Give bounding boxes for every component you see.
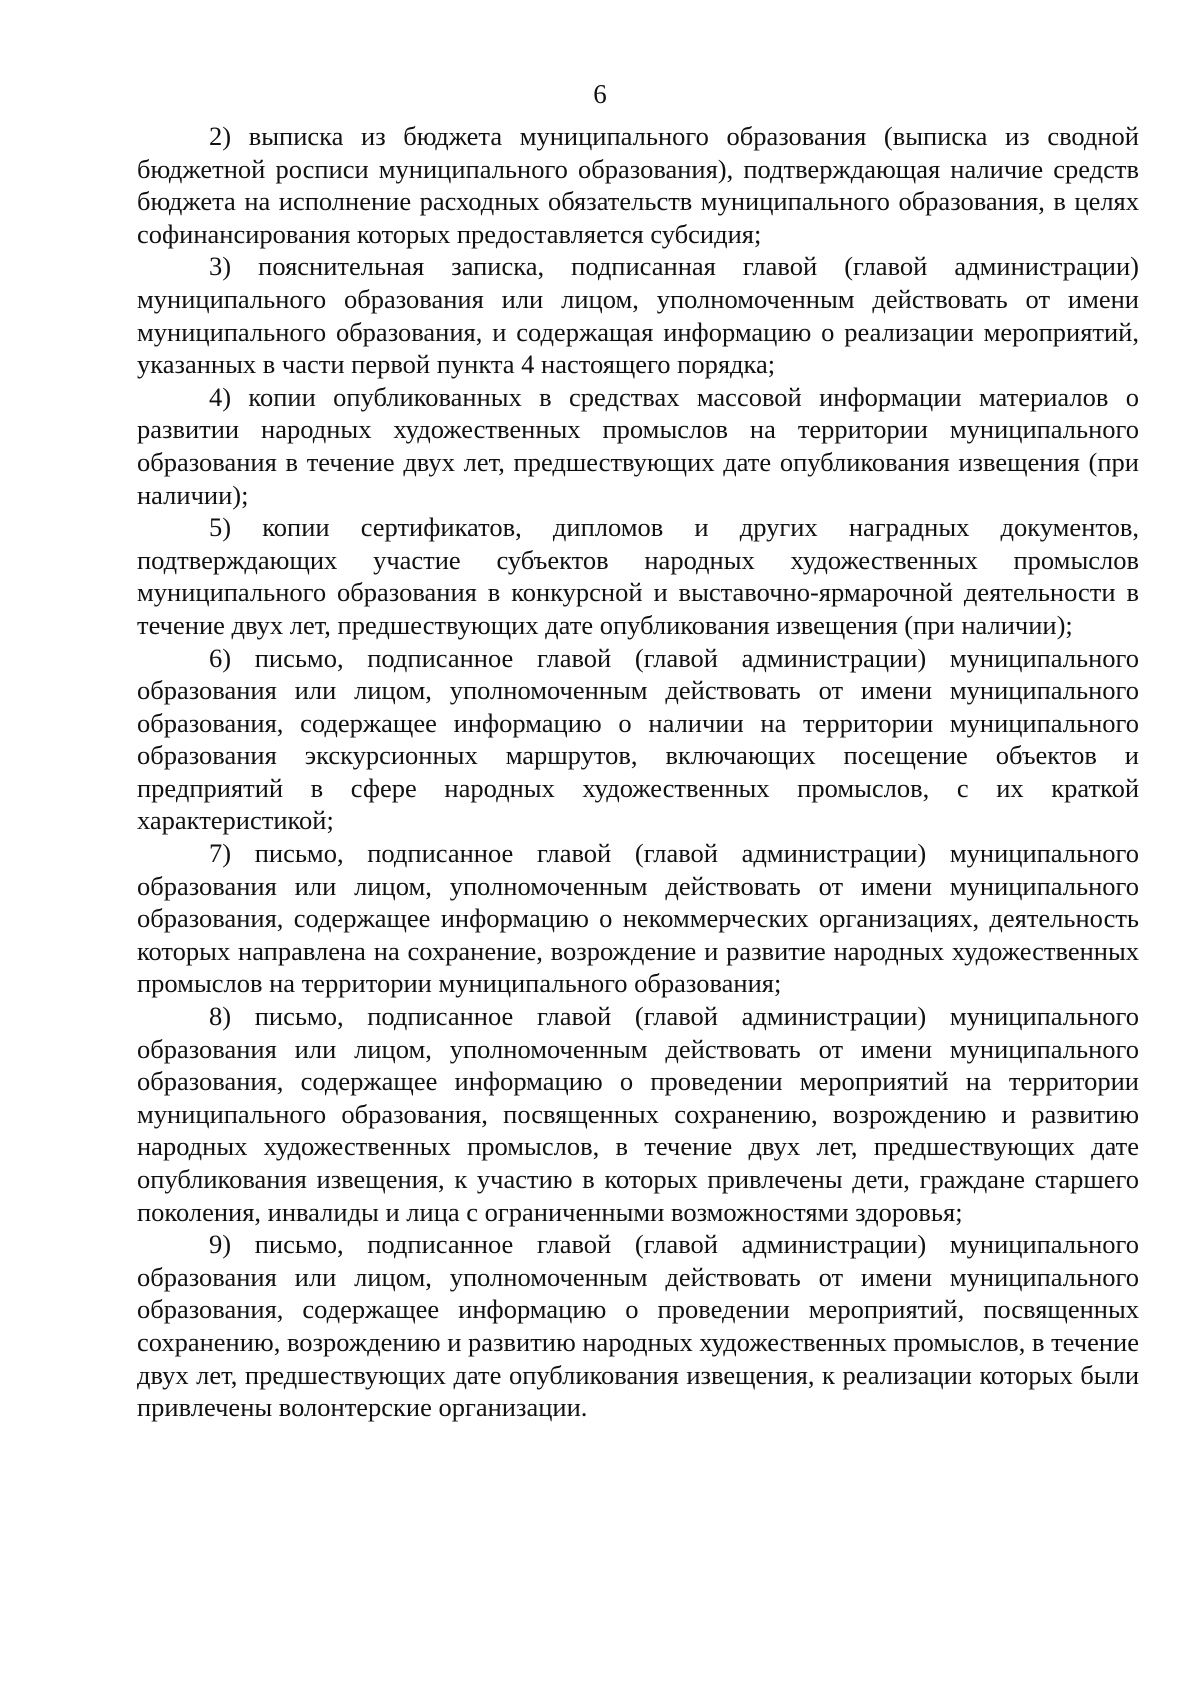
list-item-3: 3) пояснительная записка, подписанная главой (главой администрации) муниципального образования или лицом, уполномоченным действовать от имени муниципального образования, и содержащая информацию о реализации мероприятий, указанных в части первой пункта 4 настоящего порядка; <box>137 251 1139 380</box>
list-item-6: 6) письмо, подписанное главой (главой администрации) муниципального образования или лицом, уполномоченным действовать от имени муниципального образования, содержащее информацию о наличии на территории муниципального образования экскурсионных маршрутов, включающих посещение объектов и предприятий в сфере народных художественных промыслов, с их краткой характеристикой; <box>137 642 1139 836</box>
page-number: 6 <box>593 79 607 109</box>
list-item-4: 4) копии опубликованных в средствах массовой информации материалов о развитии народных художественных промыслов на территории муниципального образования в течение двух лет, предшествующих дате опубликования извещения (при наличии); <box>137 381 1139 510</box>
list-item-8: 8) письмо, подписанное главой (главой администрации) муниципального образования или лицом, уполномоченным действовать от имени муниципального образования, содержащее информацию о проведении мероприятий на территории муниципального образования, посвященных сохранению, возрождению и развитию народных художественных промыслов, в течение двух лет, предшествующих дате опубликования извещения, к участию в которых привлечены дети, граждане старшего поколения, инвалиды и лица с ограниченными возможностями здоровья; <box>137 1001 1139 1227</box>
list-item-9: 9) письмо, подписанное главой (главой администрации) муниципального образования или лицом, уполномоченным действовать от имени муниципального образования, содержащее информацию о проведении мероприятий, посвященных сохранению, возрождению и развитию народных художественных промыслов, в течение двух лет, предшествующих дате опубликования извещения, к реализации которых были привлечены волонтерские организации. <box>137 1229 1139 1423</box>
list-item-5: 5) копии сертификатов, дипломов и других наградных документов, подтверждающих участие субъектов народных художественных промыслов муниципального образования в конкурсной и выставочно-ярмарочной деятельности в течение двух лет, предшествующих дате опубликования извещения (при наличии); <box>137 512 1139 640</box>
list-item-2: 2) выписка из бюджета муниципального образования (выписка из сводной бюджетной росписи муниципального образования), подтверждающая наличие средств бюджета на исполнение расходных обязательств муниципального образования, в целях софинансирования которых предоставляется субсидия; <box>137 121 1139 249</box>
document-body <box>137 120 1139 1424</box>
list-item-7: 7) письмо, подписанное главой (главой администрации) муниципального образования или лицом, уполномоченным действовать от имени муниципального образования, содержащее информацию о некоммерческих организациях, деятельность которых направлена на сохранение, возрождение и развитие народных художественных промыслов на территории муниципального образования; <box>137 838 1139 999</box>
